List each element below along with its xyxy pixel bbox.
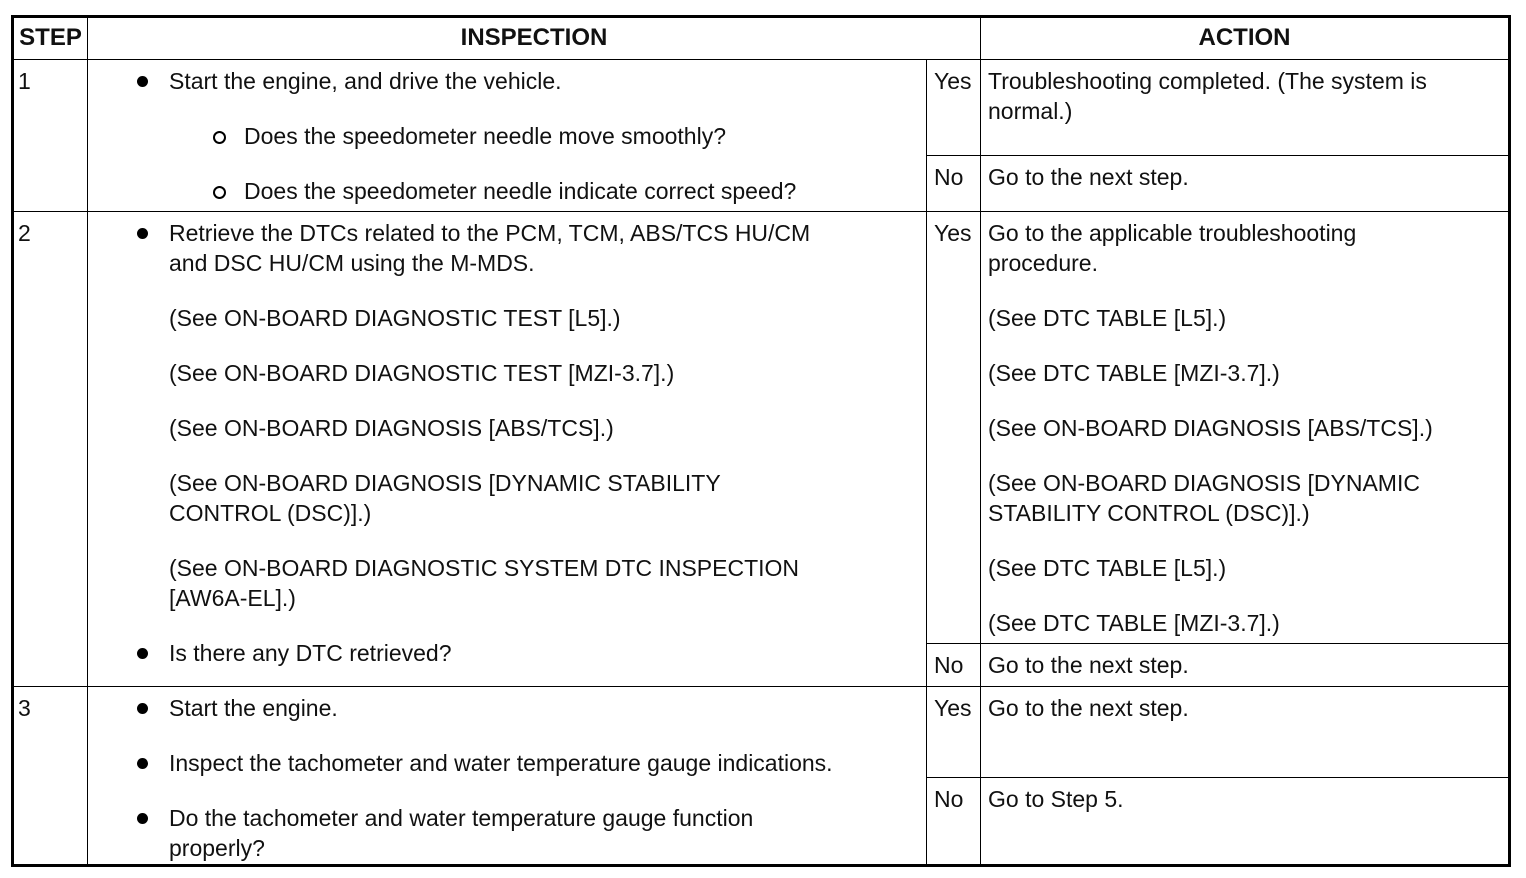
row2-inspection-line: [AW6A-EL].) <box>169 585 296 611</box>
row2-yesno-divider <box>926 643 1508 644</box>
row3-inspection-line: Do the tachometer and water temperature gauge function <box>169 805 754 831</box>
row3-no-action: Go to Step 5. <box>988 786 1124 812</box>
row1-inspection-line: Does the speedometer needle indicate correct speed? <box>244 178 797 204</box>
row2-no-label: No <box>934 652 964 678</box>
row3-yes-label: Yes <box>934 695 972 721</box>
row2-inspection-line: (See ON-BOARD DIAGNOSIS [DYNAMIC STABILITY <box>169 470 721 496</box>
header-action: ACTION <box>1198 24 1291 51</box>
bullet-icon <box>137 648 148 659</box>
row1-divider <box>14 211 1508 212</box>
row1-no-action: Go to the next step. <box>988 164 1189 190</box>
row2-yes-action: STABILITY CONTROL (DSC)].) <box>988 500 1310 526</box>
row2-yes-action: (See DTC TABLE [MZI-3.7].) <box>988 610 1280 636</box>
row2-inspection-line: Retrieve the DTCs related to the PCM, TCM, ABS/TCS HU/CM <box>169 220 811 246</box>
row2-divider <box>14 686 1508 687</box>
row2-inspection-line: (See ON-BOARD DIAGNOSIS [ABS/TCS].) <box>169 415 614 441</box>
row2-inspection-line: CONTROL (DSC)].) <box>169 500 372 526</box>
row1-yes-action: normal.) <box>988 98 1073 124</box>
row2-yes-action: procedure. <box>988 250 1098 276</box>
row2-yes-action: (See DTC TABLE [L5].) <box>988 555 1227 581</box>
row1-yes-label: Yes <box>934 68 972 94</box>
row1-no-label: No <box>934 164 964 190</box>
row2-inspection-line: and DSC HU/CM using the M-MDS. <box>169 250 535 276</box>
row2-yes-action: (See ON-BOARD DIAGNOSIS [ABS/TCS].) <box>988 415 1433 441</box>
header-inspection: INSPECTION <box>460 24 608 51</box>
col-divider-inspection <box>980 18 981 864</box>
bullet-icon <box>137 813 148 824</box>
row2-yes-action: (See ON-BOARD DIAGNOSIS [DYNAMIC <box>988 470 1420 496</box>
row1-yes-action: Troubleshooting completed. (The system is <box>988 68 1427 94</box>
row2-yes-action: Go to the applicable troubleshooting <box>988 220 1357 246</box>
row3-yes-action: Go to the next step. <box>988 695 1189 721</box>
bullet-icon <box>137 76 148 87</box>
row1-inspection-line: Does the speedometer needle move smoothly? <box>244 123 727 149</box>
header-divider <box>14 59 1508 60</box>
row3-inspection-line: Inspect the tachometer and water temperature gauge indications. <box>169 750 833 776</box>
row2-no-action: Go to the next step. <box>988 652 1189 678</box>
row2-inspection-line: Is there any DTC retrieved? <box>169 640 452 666</box>
row1-yesno-divider <box>926 155 1508 156</box>
row2-yes-action: (See DTC TABLE [MZI-3.7].) <box>988 360 1280 386</box>
row2-yes-label: Yes <box>934 220 972 246</box>
circle-bullet-icon <box>213 186 226 199</box>
row1-inspection-line: Start the engine, and drive the vehicle. <box>169 68 562 94</box>
circle-bullet-icon <box>213 131 226 144</box>
inspection-table <box>11 15 1511 867</box>
header-step: STEP <box>19 24 82 51</box>
bullet-icon <box>137 228 148 239</box>
row2-inspection-line: (See ON-BOARD DIAGNOSTIC TEST [L5].) <box>169 305 621 331</box>
row3-yesno-divider <box>926 777 1508 778</box>
row1-step: 1 <box>18 68 31 94</box>
bullet-icon <box>137 758 148 769</box>
row3-inspection-line: properly? <box>169 835 265 861</box>
row2-yes-action: (See DTC TABLE [L5].) <box>988 305 1227 331</box>
col-divider-step <box>87 18 88 864</box>
row2-inspection-line: (See ON-BOARD DIAGNOSTIC TEST [MZI-3.7].) <box>169 360 675 386</box>
row3-step: 3 <box>18 695 31 721</box>
bullet-icon <box>137 703 148 714</box>
row2-inspection-line: (See ON-BOARD DIAGNOSTIC SYSTEM DTC INSPECTION <box>169 555 800 581</box>
row2-step: 2 <box>18 220 31 246</box>
row3-no-label: No <box>934 786 964 812</box>
col-divider-yesno <box>926 59 927 864</box>
row3-inspection-line: Start the engine. <box>169 695 338 721</box>
